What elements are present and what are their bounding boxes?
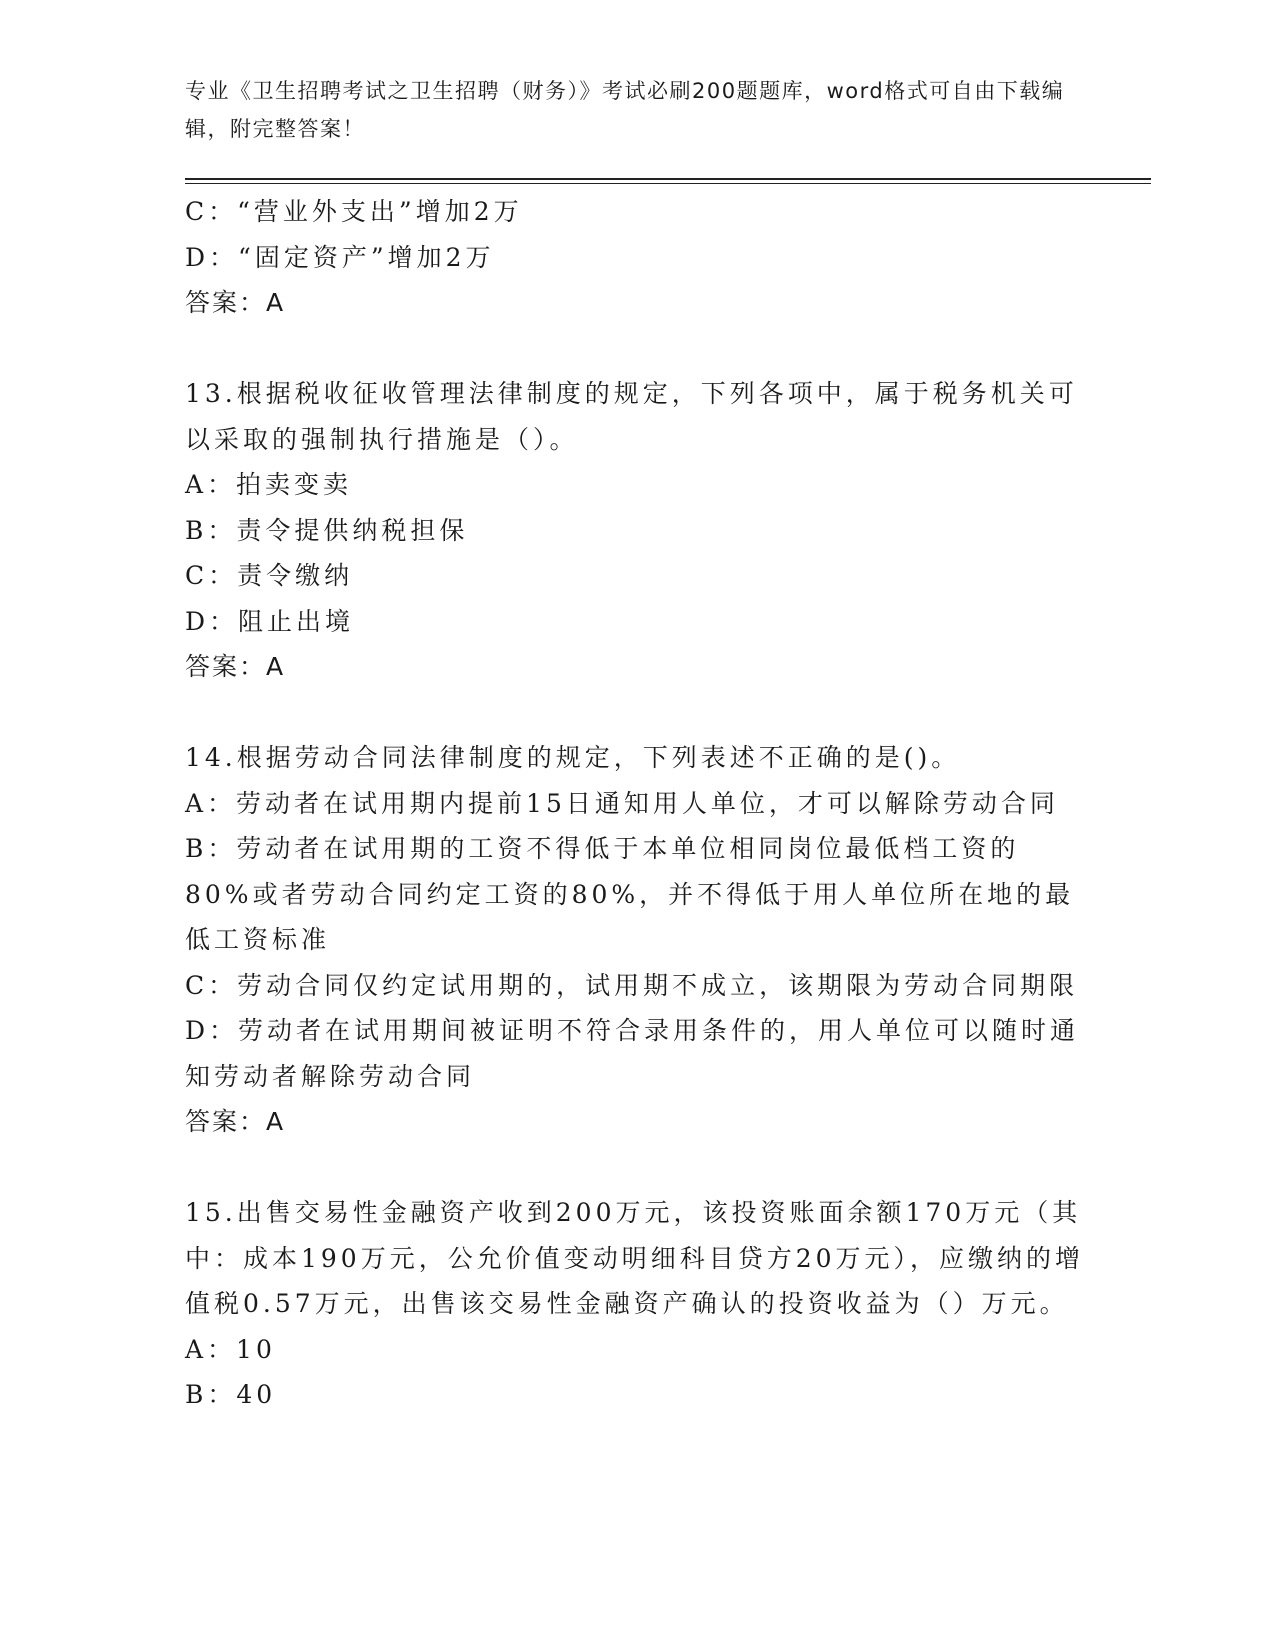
question-12-tail xyxy=(185,189,1085,326)
header-title: 专业《卫生招聘考试之卫生招聘（财务）》考试必刷200题题库，word格式可自由下载编辑，附完整答案！ xyxy=(185,79,1065,141)
question-15 xyxy=(185,1190,1085,1418)
question-13 xyxy=(185,371,1085,690)
q12-option-c: C：“营业外支出”增加2万 xyxy=(185,197,523,226)
q15-option-a: A：10 xyxy=(185,1334,276,1364)
q14-option-d: D：劳动者在试用期间被证明不符合录用条件的，用人单位可以随时通知劳动者解除劳动合同 xyxy=(185,1016,1080,1091)
q15-stem: 15.出售交易性金融资产收到200万元，该投资账面余额170万元（其中：成本190万元，公允价值变动明细科目贷方20万元），应缴纳的增值税0.57万元，出售该交易性金融资产确认的投资收益为（）万元。 xyxy=(185,1198,1085,1318)
q13-answer: 答案：A xyxy=(185,652,286,681)
header-divider-thick xyxy=(185,178,1151,180)
q13-stem: 13.根据税收征收管理法律制度的规定，下列各项中，属于税务机关可以采取的强制执行措施是（）。 xyxy=(185,379,1078,454)
question-content xyxy=(185,189,1085,1418)
q14-answer: 答案：A xyxy=(185,1107,286,1136)
q13-option-a: A：拍卖变卖 xyxy=(185,470,353,499)
q12-option-d: D：“固定资产”增加2万 xyxy=(185,242,495,272)
spacer xyxy=(185,326,1085,372)
q14-option-a: A：劳动者在试用期内提前15日通知用人单位，才可以解除劳动合同 xyxy=(185,788,1059,818)
q13-option-c: C：责令缴纳 xyxy=(185,561,354,590)
header-divider-thin xyxy=(185,183,1151,184)
q15-option-b: B：40 xyxy=(185,1380,277,1409)
document-header xyxy=(185,72,1065,148)
q13-option-b: B：责令提供纳税担保 xyxy=(185,515,469,545)
spacer xyxy=(185,690,1085,736)
q13-option-d: D：阻止出境 xyxy=(185,606,355,636)
q14-option-c: C：劳动合同仅约定试用期的，试用期不成立，该期限为劳动合同期限 xyxy=(185,970,1079,1000)
question-14 xyxy=(185,735,1085,1145)
q12-answer: 答案：A xyxy=(185,288,286,317)
q14-option-b: B：劳动者在试用期的工资不得低于本单位相同岗位最低档工资的80%或者劳动合同约定工资的80%，并不得低于用人单位所在地的最低工资标准 xyxy=(185,834,1075,954)
q14-stem: 14.根据劳动合同法律制度的规定，下列表述不正确的是()。 xyxy=(185,743,961,772)
spacer xyxy=(185,1145,1085,1191)
